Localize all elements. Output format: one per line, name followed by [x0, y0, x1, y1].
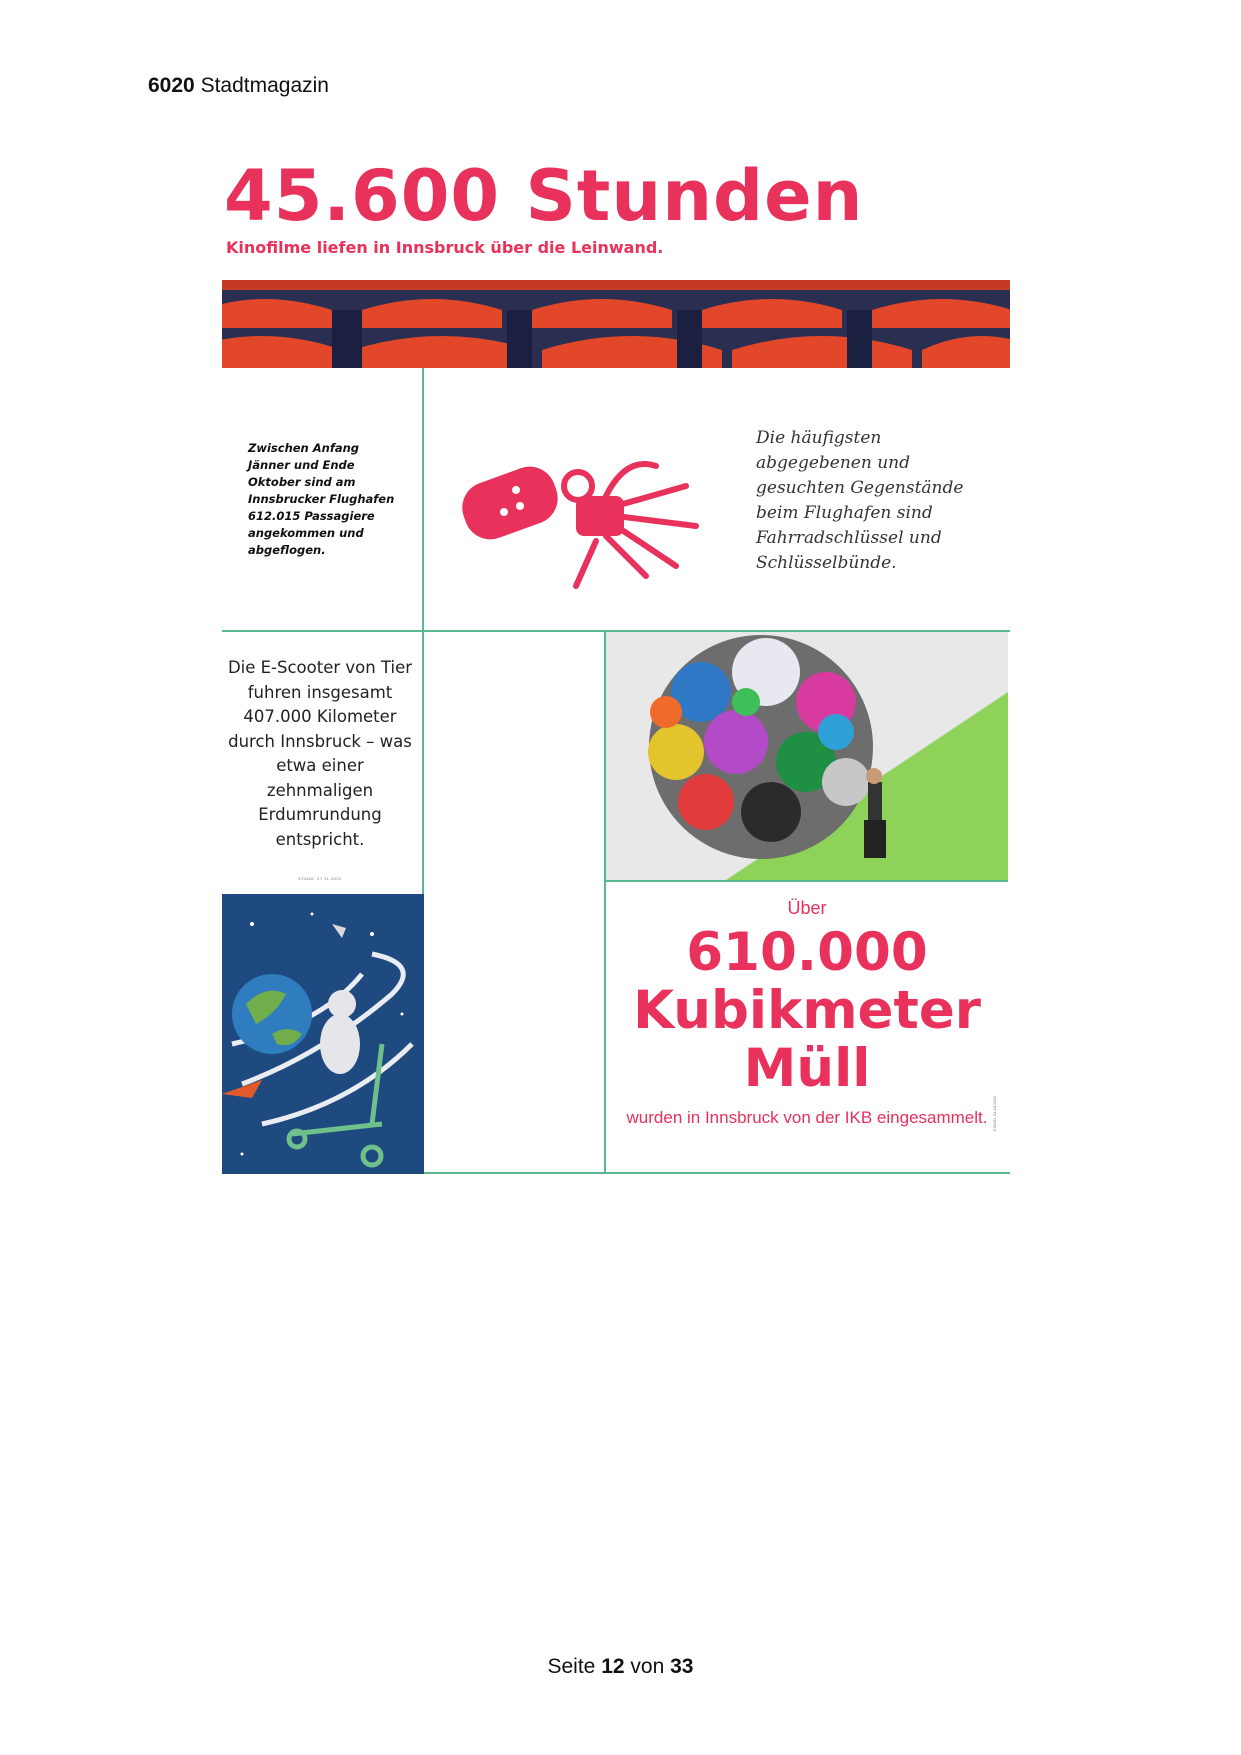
footer-prefix: Seite	[547, 1655, 596, 1678]
headline-subtitle: Kinofilme liefen in Innsbruck über die Leinwand.	[226, 238, 664, 257]
waste-noun: Müll	[743, 1038, 871, 1099]
footer-middle: von	[630, 1655, 665, 1678]
scooter-stand-note: STAND: 07.11.2022	[298, 876, 342, 881]
magazine-page	[212, 146, 1024, 1180]
footer-total-pages: 33	[670, 1655, 694, 1678]
page-header	[148, 74, 329, 98]
divider-horizontal-right	[606, 880, 1008, 882]
scooter-text: Die E-Scooter von Tier fuhren insgesamt 407.000 Kilometer durch Innsbruck – was etwa einer zehnmaligen Erdumrundung entspricht.	[227, 658, 413, 849]
headline-title: 45.600 Stunden	[224, 155, 864, 237]
airport-lost-items-text: Die häufigsten abgegebenen und gesuchten Gegenstände beim Flughafen sind Fahrradschlüssel und Schlüsselbünde.	[756, 428, 964, 573]
footer-page-number: 12	[601, 1655, 625, 1678]
keys-icon	[456, 446, 716, 596]
waste-unit: Kubikmeter	[633, 980, 981, 1041]
waste-caption: wurden in Innsbruck von der IKB eingesammelt.	[626, 1108, 988, 1127]
waste-headline	[606, 924, 1008, 1098]
waste-amount: 610.000	[686, 922, 928, 983]
header-number: 6020	[148, 74, 195, 97]
waste-over-label: Über	[787, 898, 827, 918]
cinema-seats-image	[222, 280, 1010, 368]
page-footer	[0, 1655, 1241, 1679]
airport-passengers-text: Zwischen Anfang Jänner und Ende Oktober sind am Innsbrucker Flughafen 612.015 Passagiere angekommen und abgeflogen.	[248, 441, 395, 557]
header-name: Stadtmagazin	[200, 74, 329, 97]
waste-stand-note: STAND: 31.10.2022	[992, 1096, 997, 1132]
astronaut-scooter-image	[222, 894, 424, 1174]
trash-collage-image	[606, 632, 1008, 880]
